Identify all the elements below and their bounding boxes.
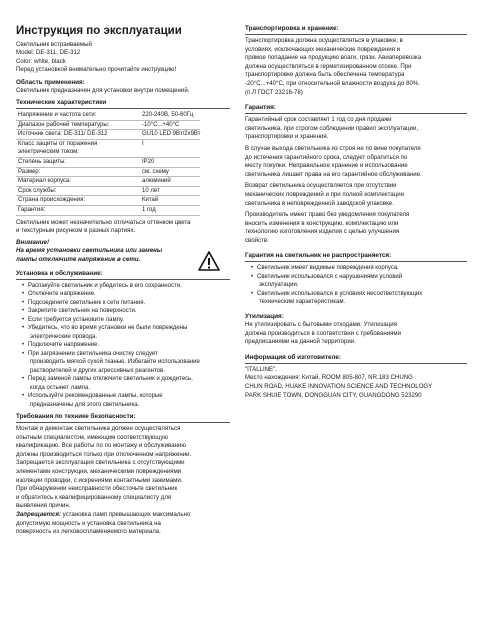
safety-line: квалификацию. Все работы по по монтажу и обслуживанию (16, 442, 186, 450)
list-item-line: • Подсоедините светильник к сети питания. (28, 299, 146, 306)
list-item (22, 350, 230, 376)
warranty-line: вносить изменения в конструкцию, комплектацию или (245, 219, 399, 227)
list-item-line: электрические провода. (30, 333, 98, 340)
safety-line: и обратитесь к квалифицированному специалисту для (16, 493, 172, 501)
safety-line: Монтаж и демонтаж светильника должен осуществляться (16, 425, 181, 433)
spec-value: Китай (142, 197, 159, 204)
specs-table (16, 111, 200, 216)
list-item-line: • Убедитесь, что во время установки не были повреждены (28, 325, 188, 332)
safety-heading: Требования по технике безопасности: (16, 412, 230, 423)
list-item-line: • Перед заменой лампы отключите светильник и дождитесь, (28, 376, 193, 383)
list-item-line: техническим характеристикам. (259, 299, 346, 306)
table-row (16, 167, 200, 177)
spec-key-line: Гарантия: (18, 206, 46, 213)
spec-key (16, 130, 142, 140)
warranty-paragraph (245, 211, 467, 245)
table-row (16, 205, 200, 215)
list-item-line: • Светильник использовался с нарушениями условий (257, 273, 403, 280)
list-item-line: • Используйте рекомендованные лампы, которые (28, 393, 163, 400)
list-item (22, 316, 230, 325)
spec-key (16, 196, 142, 206)
list-item-line: • Подключите напряжение. (28, 342, 100, 349)
spec-value: алюминий (142, 178, 171, 185)
disposal-heading: Утилизация: (245, 312, 284, 320)
spec-key-line: электрическим током: (18, 149, 79, 156)
table-row (16, 139, 200, 157)
safety-line: Запрещается эксплуатация светильника с отсутствующими (16, 459, 185, 467)
list-item-line: эксплуатации. (259, 282, 299, 289)
list-item (22, 307, 230, 316)
disposal-line: Не утилизировать с бытовыми отходами. Утилизация (245, 320, 397, 328)
list-item (22, 392, 230, 409)
spec-value: см. схему (142, 168, 169, 175)
warranty-line: В случае выхода светильника из строя не по вине покупателя (245, 144, 421, 152)
list-item-line: • Светильник имеет видимые повреждения корпуса. (257, 265, 399, 272)
spec-key (16, 158, 142, 168)
purpose-heading: Область применения: (16, 78, 85, 86)
warning-heading: Внимание! (16, 238, 50, 246)
safety-line: выявления причин. (16, 502, 71, 510)
warning-block (16, 239, 230, 265)
table-row (16, 130, 200, 140)
intro-line: Color: white, black (16, 57, 66, 65)
list-item-line: • При загрязнении светильника очистку следует (28, 350, 158, 357)
disposal-line: должна производиться в соответствии с требованиями (245, 329, 402, 337)
spec-value: 220-240В, 50-60Гц (142, 112, 194, 119)
warranty-line: месту покупки. Неправильное хранение и использование (245, 162, 408, 170)
color-note-line: и текстурным рисунком в разных партиях. (16, 227, 136, 235)
spec-key-line: Степень защиты: (18, 159, 67, 165)
list-item (251, 264, 467, 273)
table-row (16, 177, 200, 187)
list-item-line: • Распакуйте светильник и убедитесь в его сохранности. (28, 282, 182, 289)
spec-key (16, 120, 142, 130)
list-item-line: производить мягкой сухой тканью. Избегайте использование (30, 359, 200, 366)
spec-key-line: Страна происхождения: (18, 197, 85, 204)
warranty-paragraph (245, 182, 467, 208)
list-item-line: растворителей и других агрессивных реагентов. (30, 367, 165, 374)
maker-line: PARK SHUIE TOWN, DONGGUAN CITY, GUANGDONG 523290 (245, 391, 422, 399)
left-column (16, 24, 230, 540)
list-item (251, 290, 467, 307)
list-item (22, 341, 230, 350)
transport-line: (п.Л ГОСТ 23216-78) (245, 88, 303, 96)
spec-value: -10°С...+40°С (142, 121, 180, 128)
spec-key-line: Источник света: DE-311/ DE-312 (18, 131, 108, 138)
intro-line: Светильник встраиваемый (16, 41, 92, 48)
color-note-line: Светильник может незначительно отличаться оттенком цвета (16, 218, 191, 226)
table-row (16, 120, 200, 130)
spec-key-line: Диапазон рабочей температуры: (18, 121, 110, 128)
list-item-line: • Если требуется установите лампу. (28, 316, 124, 323)
list-item (22, 324, 230, 341)
list-item-line: когда остынет лампа. (30, 384, 90, 391)
intro-line: Перед установкой внимательно прочитайте инструкцию! (16, 66, 177, 74)
transport-line: Транспортировка должна осуществляться в упаковке, в (245, 37, 403, 44)
safety-line: должны производиться только при отключенном напряжении. (16, 450, 192, 458)
table-row (16, 158, 200, 168)
transport-line: должна осуществляться в герметизированном отсеке. При (245, 62, 412, 70)
warning-line: На время установки светильника или замены (16, 247, 163, 255)
transport-line: прямое попадание на продукцию влаги, грязи. Авиаперевозка (245, 54, 422, 62)
no-warranty-list (245, 264, 467, 307)
warranty-line: до истечения гарантийного срока, следует обратиться по (245, 153, 408, 161)
purpose-text: Светильник предназначен для установки внутри помещений. (16, 86, 190, 94)
spec-key (16, 177, 142, 187)
product-intro (16, 41, 230, 75)
table-row (16, 196, 200, 206)
list-item-line: • Светильник использовался в условиях несоответствующих (257, 290, 423, 297)
warning-line: лампы отключите напряжение в сети. (16, 255, 141, 263)
safety-line: поверхность из легковоспламеняемого материала. (16, 528, 161, 536)
spec-value: IP20 (142, 159, 155, 165)
spec-key-line: Размер: (18, 168, 41, 175)
color-note (16, 219, 230, 236)
spec-key (16, 111, 142, 120)
spec-value: 10 лет (142, 187, 160, 194)
safety-line: допустимую мощность и установка светильника на (16, 519, 161, 527)
spec-value: I (142, 140, 144, 147)
maker-line: CHUN ROAD, HUAKE INNOVATION SCIENCE AND TECHNOLOGY (245, 382, 433, 390)
list-item-line: • Отключите напряжение. (28, 291, 96, 298)
spec-key (16, 167, 142, 177)
list-item (22, 375, 230, 392)
intro-line: Model: DE-311, DE-312 (16, 49, 81, 57)
install-list (16, 282, 230, 410)
warranty-paragraph (245, 116, 467, 142)
safety-line: опытным специалистом, имеющим соответствующую (16, 433, 168, 441)
disposal-line: предписаниями на данной территории. (245, 338, 356, 346)
spec-key (16, 205, 142, 215)
list-item-line: предназначены для этого светильника. (30, 401, 140, 408)
warranty-line: Возврат светильника осуществляется при отсутствии (245, 182, 397, 190)
spec-key-line: Материал корпуса: (18, 178, 72, 185)
safety-line: изоляции проводки, с искрениями контактными зажимами. (16, 476, 183, 484)
warranty-line: светильника в неповрежденной заводской упаковке. (245, 199, 394, 207)
warning-triangle-icon (198, 251, 220, 271)
transport-line: -20°С...+40°С, при относительной влажности воздуха до 80%. (245, 79, 420, 87)
document-title: Инструкция по эксплуатации (16, 25, 182, 37)
table-row (16, 111, 200, 120)
warranty-line: свойств. (245, 236, 269, 244)
warranty-paragraph (245, 145, 467, 179)
warranty-line: транспортировки и хранения. (245, 133, 329, 141)
safety-text (16, 425, 230, 537)
spec-key (16, 186, 142, 196)
no-warranty-heading: Гарантия на светильник не распространяется: (245, 251, 467, 262)
safety-line: элементами конструкции, механическими повреждениями (16, 468, 182, 475)
transport-text (245, 37, 467, 97)
maker-line: Место нахождения: Китай, ROOM 805-807, NR.183 CHUNG (245, 374, 413, 382)
forbidden-label: Запрещается: (16, 510, 61, 518)
list-item (22, 282, 230, 291)
transport-line: транспортировке должна быть обеспечена температура (245, 71, 405, 79)
warranty-line: светильника, при строгом соблюдении правил эксплуатации, (245, 124, 419, 132)
warranty-heading: Гарантия: (245, 103, 467, 114)
spec-key (16, 139, 142, 157)
maker-line: "ITALLINE". (245, 365, 277, 373)
transport-heading: Транспортировка и хранение: (245, 24, 467, 35)
spec-key-line: Срок службы: (18, 187, 57, 194)
list-item (22, 290, 230, 299)
safety-line: При обнаружении неисправности обесточьте светильник (16, 485, 178, 493)
transport-line: условиях, исключающих механические повреждения и (245, 45, 401, 53)
spec-value: 1 год (142, 206, 156, 213)
right-column (245, 24, 467, 403)
table-row (16, 186, 200, 196)
warranty-line: Производитель имеет право без уведомления покупателя (245, 211, 410, 219)
spec-value: GU10 LED 9Вт/2х9Вт (142, 131, 201, 138)
warranty-line: Гарантийный срок составляет 1 год со дня продажи (245, 116, 392, 124)
warranty-line: технологию изготовления изделия с целью улучшения (245, 228, 400, 236)
forbidden-line (16, 511, 230, 520)
forbidden-text: установка ламп превышающих максимально (60, 510, 191, 518)
maker-heading: Информация об изготовителе: (245, 353, 467, 364)
specs-heading: Технические характеристики (16, 98, 230, 109)
spec-key-line: Класс защиты от поражения (18, 140, 98, 147)
list-item-line: • Закрепите светильник на поверхности. (28, 308, 137, 315)
disposal-text (245, 321, 467, 347)
install-heading: Установка и обслуживание: (16, 269, 230, 280)
spec-key-line: Напряжение и частота сети: (18, 112, 97, 119)
warranty-line: светильника лишает права на его гарантийное обслуживание. (245, 170, 422, 178)
maker-text (245, 366, 467, 400)
list-item (22, 299, 230, 308)
warranty-line: механических повреждений и при полной комплектации (245, 190, 405, 198)
list-item (251, 273, 467, 290)
